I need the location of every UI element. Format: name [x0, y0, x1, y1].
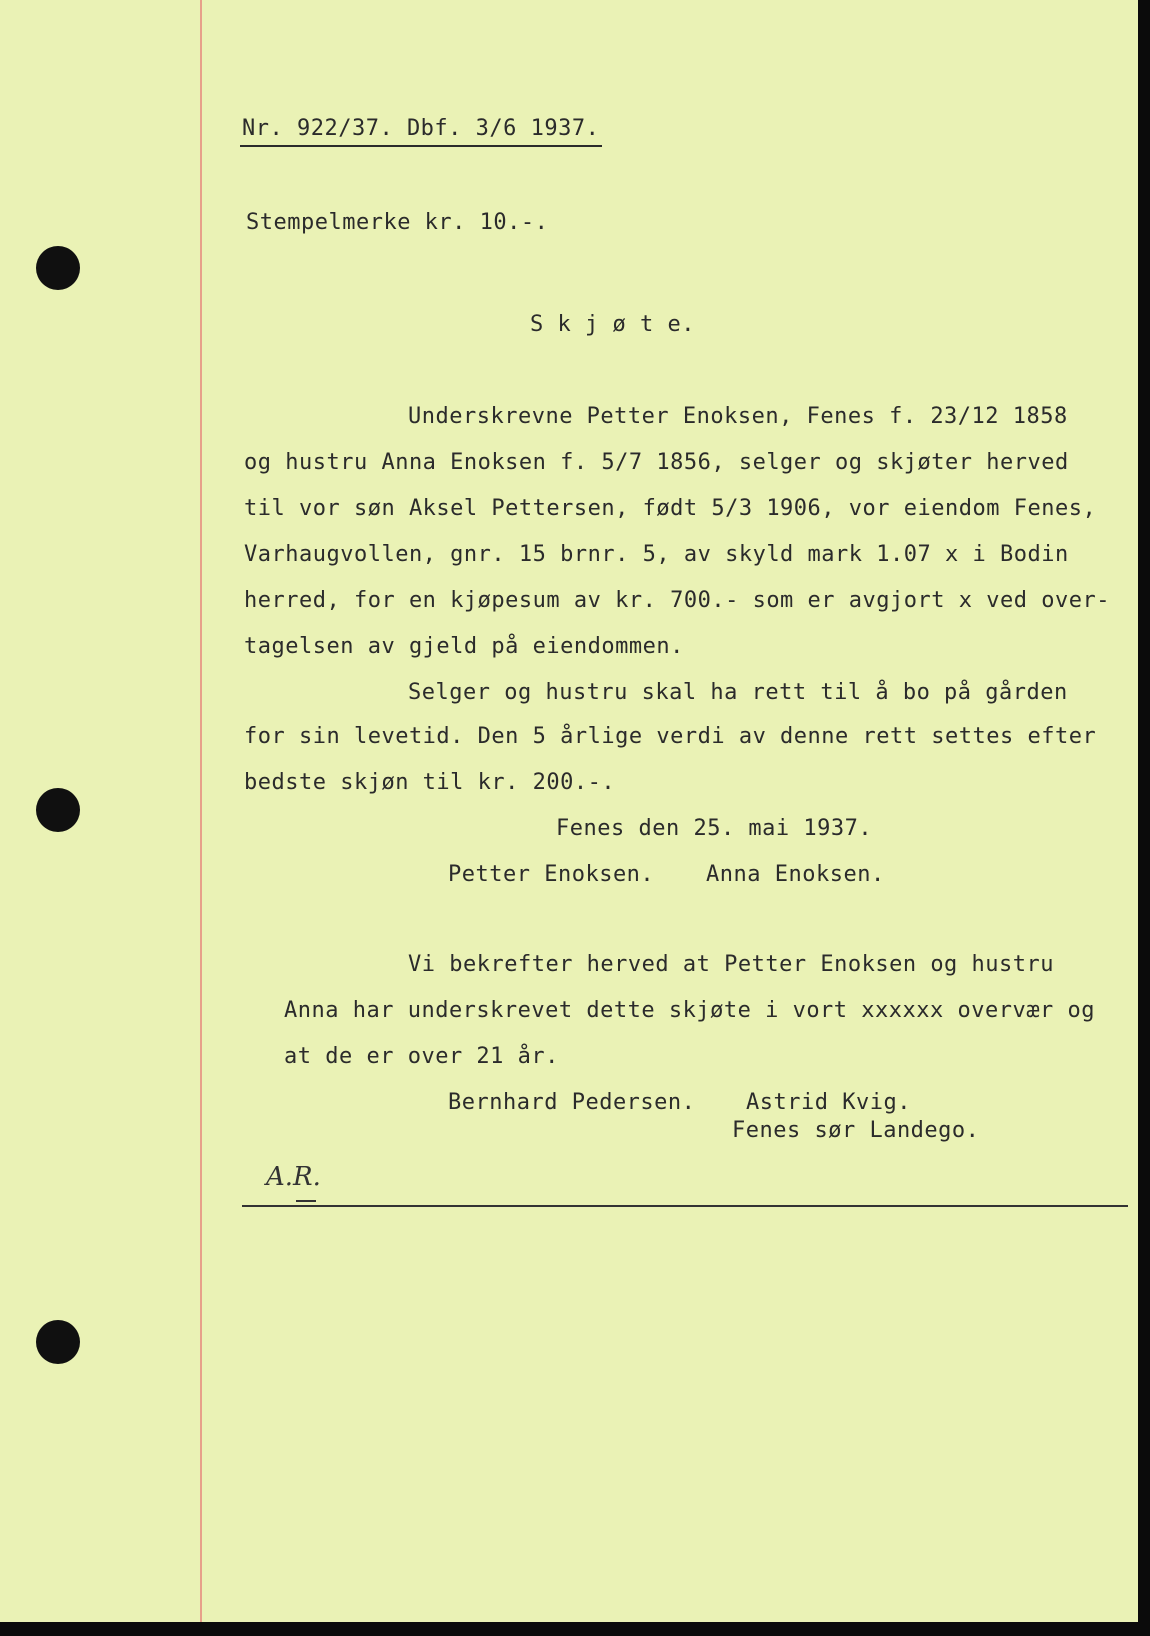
body-line: herred, for en kjøpesum av kr. 700.- som er avgjort x ved over- — [244, 588, 1110, 613]
signature-anna: Anna Enoksen. — [706, 862, 885, 887]
body-line: til vor søn Aksel Pettersen, født 5/3 1906, vor eiendom Fenes, — [244, 496, 1097, 521]
punch-hole — [36, 246, 80, 290]
witness-line: at de er over 21 år. — [284, 1044, 559, 1069]
punch-hole — [36, 788, 80, 832]
end-rule — [242, 1205, 1128, 1207]
document-heading: Nr. 922/37. Dbf. 3/6 1937. — [242, 116, 600, 141]
initials-underline — [296, 1200, 316, 1202]
body-line: og hustru Anna Enoksen f. 5/7 1856, selger og skjøter herved — [244, 450, 1069, 475]
body-line: tagelsen av gjeld på eiendommen. — [244, 634, 684, 659]
witness-signature-astrid: Astrid Kvig. — [746, 1090, 911, 1115]
place-date: Fenes den 25. mai 1937. — [556, 816, 873, 841]
body-line: Selger og hustru skal ha rett til å bo på gården — [408, 680, 1068, 705]
signature-petter: Petter Enoksen. — [448, 862, 655, 887]
witness-signature-bernhard: Bernhard Pedersen. — [448, 1090, 696, 1115]
witness-line: Anna har underskrevet dette skjøte i vort xxxxxx overvær og — [284, 998, 1095, 1023]
margin-line — [200, 0, 202, 1622]
body-line: for sin levetid. Den 5 årlige verdi av denne rett settes efter — [244, 724, 1097, 749]
body-line: bedste skjøn til kr. 200.-. — [244, 770, 616, 795]
body-line: Underskrevne Petter Enoksen, Fenes f. 23/12 1858 — [408, 404, 1068, 429]
body-line: Varhaugvollen, gnr. 15 brnr. 5, av skyld mark 1.07 x i Bodin — [244, 542, 1069, 567]
stamp-line: Stempelmerke kr. 10.-. — [246, 210, 549, 235]
punch-hole — [36, 1320, 80, 1364]
document-title: S k j ø t e. — [530, 312, 695, 337]
witness-line: Vi bekrefter herved at Petter Enoksen og hustru — [408, 952, 1055, 977]
heading-underline — [240, 145, 602, 147]
handwritten-initials: A.R. — [266, 1162, 321, 1192]
witness-place: Fenes sør Landego. — [732, 1118, 980, 1143]
